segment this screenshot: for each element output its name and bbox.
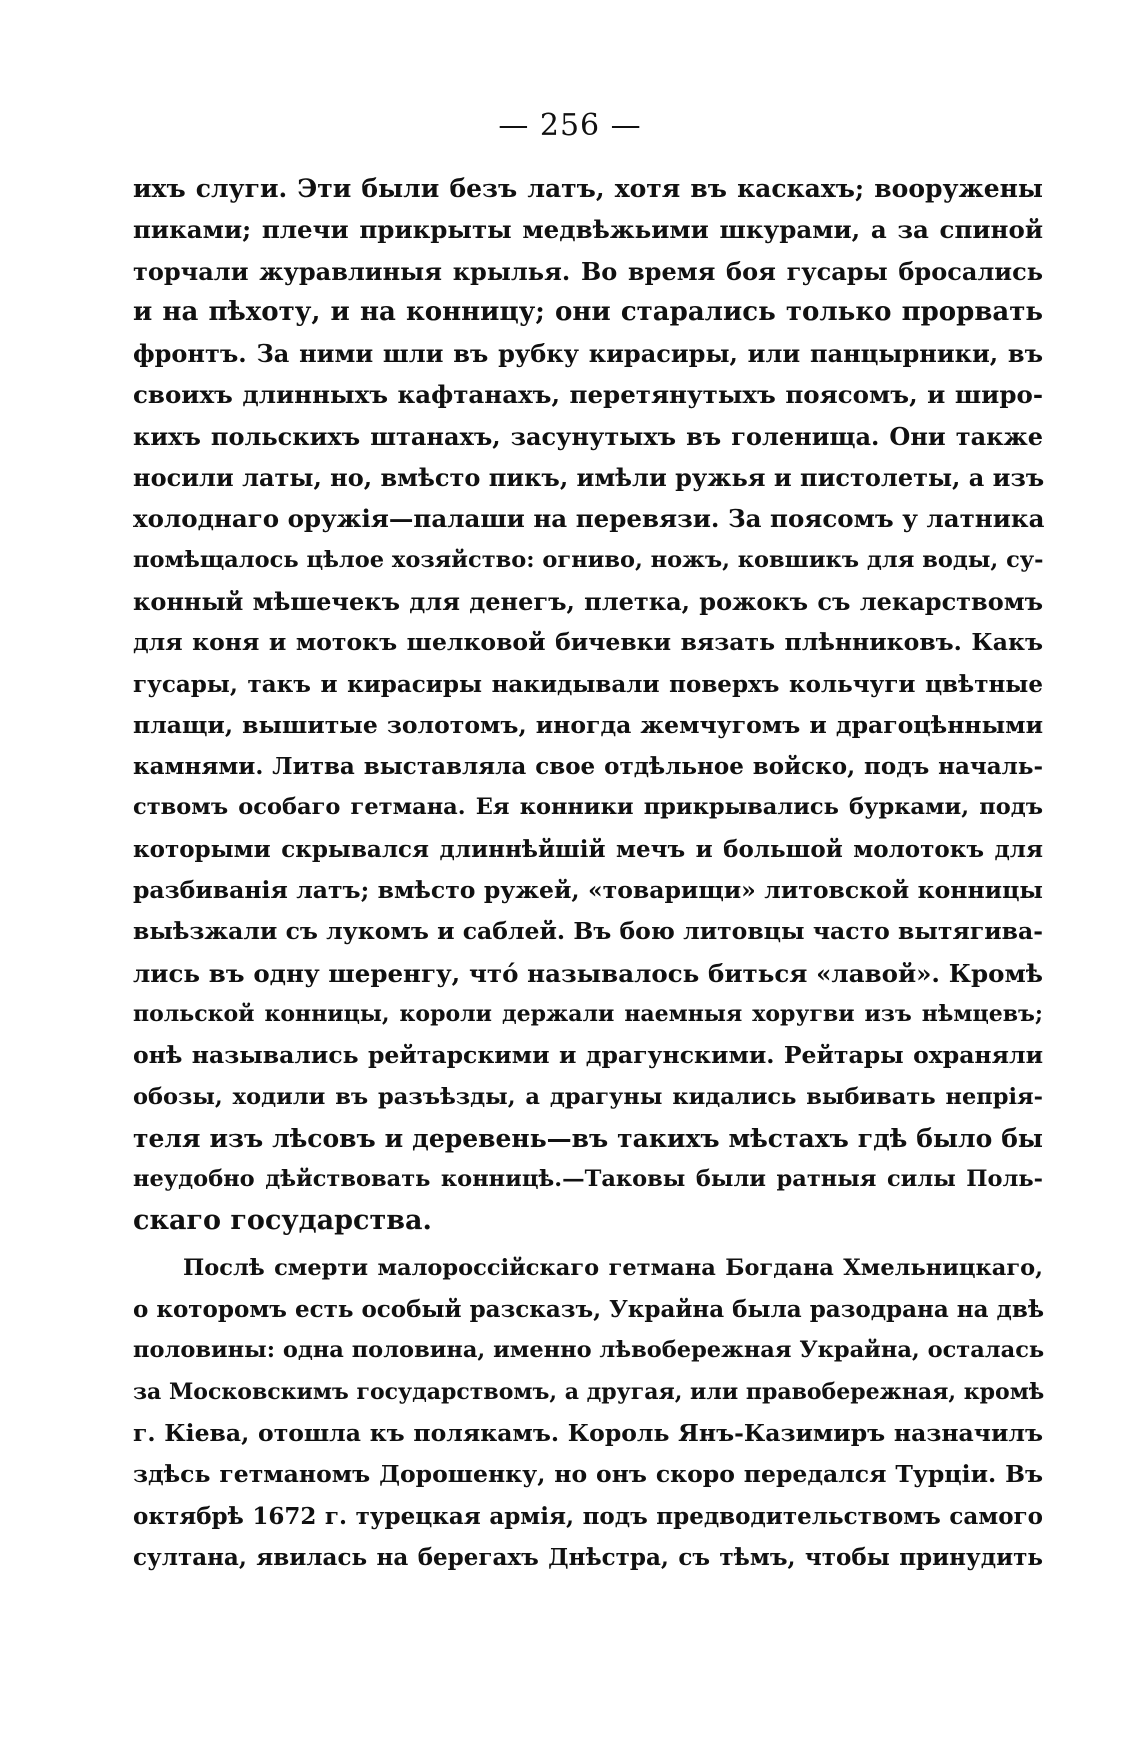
text-line: султана, явилась на берегахъ Днѣстра, съ тѣмъ, чтобы принудить bbox=[133, 1543, 1043, 1571]
text-line: неудобно дѣйствовать конницѣ.—Таковы были ратныя силы Поль- bbox=[133, 1166, 1043, 1193]
paragraph-2 bbox=[133, 1248, 1043, 1578]
text-line: торчали журавлиныя крылья. Во время боя гусары бросались bbox=[133, 256, 1043, 286]
text-line: пиками; плечи прикрыты медвѣжьими шкурами, а за спиной bbox=[133, 215, 1043, 245]
text-line: половины: одна половина, именно лѣвобережная Украйна, осталась bbox=[133, 1337, 1045, 1364]
text-line: выѣзжали съ лукомъ и саблей. Въ бою литовцы часто вытягива- bbox=[133, 917, 1043, 946]
page-number: — 256 — bbox=[498, 108, 642, 143]
text-line: своихъ длинныхъ кафтанахъ, перетянутыхъ поясомъ, и широ- bbox=[133, 380, 1043, 410]
text-line: октябрѣ 1672 г. турецкая армія, подъ предводительствомъ самого bbox=[133, 1502, 1043, 1530]
text-line: плащи, вышитые золотомъ, иногда жемчугомъ и драгоцѣнными bbox=[133, 710, 1043, 739]
text-line: фронтъ. За ними шли въ рубку кирасиры, или панцырники, въ bbox=[133, 339, 1043, 369]
text-line: здѣсь гетманомъ Дорошенку, но онъ скоро передался Турціи. Въ bbox=[133, 1460, 1043, 1489]
text-line: для коня и мотокъ шелковой бичевки вязать плѣнниковъ. Какъ bbox=[133, 628, 1043, 657]
text-line: помѣщалось цѣлое хозяйство: огниво, ножъ, ковшикъ для воды, су- bbox=[133, 546, 1044, 573]
text-line: за Московскимъ государствомъ, а другая, или правобережная, кромѣ bbox=[133, 1378, 1045, 1405]
text-line: польской конницы, короли держали наемныя хоругви изъ нѣмцевъ; bbox=[133, 1000, 1043, 1027]
text-line: холоднаго оружія—палаши на перевязи. За поясомъ у латника bbox=[133, 504, 1045, 534]
text-line: конный мѣшечекъ для денегъ, плетка, рожокъ съ лекарствомъ bbox=[133, 586, 1043, 616]
text-line: разбиванія латъ; вмѣсто ружей, «товарищи» литовской конницы bbox=[133, 876, 1043, 905]
paragraph-1 bbox=[133, 168, 1043, 1242]
text-line: гусары, такъ и кирасиры накидывали поверхъ кольчуги цвѣтные bbox=[133, 670, 1043, 698]
text-line: скаго государства. bbox=[133, 1205, 432, 1237]
text-line: кихъ польскихъ штанахъ, засунутыхъ въ голенища. Они также bbox=[133, 421, 1043, 451]
text-line: г. Кіева, отошла къ полякамъ. Король Янъ-Казимиръ назначилъ bbox=[133, 1418, 1043, 1447]
text-line: теля изъ лѣсовъ и деревень—въ такихъ мѣстахъ гдѣ было бы bbox=[133, 1123, 1043, 1153]
text-line: обозы, ходили въ разъѣзды, а драгуны кидались выбивать непрія- bbox=[133, 1083, 1043, 1110]
text-line: камнями. Литва выставляла свое отдѣльное войско, подъ началь- bbox=[133, 753, 1043, 781]
text-line: и на пѣхоту, и на конницу; они старались только прорвать bbox=[133, 296, 1043, 327]
text-line: онѣ назывались рейтарскими и драгунскими. Рейтары охраняли bbox=[133, 1041, 1043, 1070]
body-text bbox=[133, 168, 1043, 1578]
text-line: ихъ слуги. Эти были безъ латъ, хотя въ каскахъ; вооружены bbox=[133, 174, 1043, 203]
text-line: Послѣ смерти малороссійскаго гетмана Богдана Хмельницкаго, bbox=[183, 1254, 1043, 1281]
text-line: о которомъ есть особый разсказъ, Украйна была разодрана на двѣ bbox=[133, 1296, 1044, 1324]
text-line: лись въ одну шеренгу, что́ называлось биться «лавой». Кромѣ bbox=[133, 958, 1043, 988]
text-line: которыми скрывался длиннѣйшій мечъ и большой молотокъ для bbox=[133, 835, 1043, 863]
text-line: носили латы, но, вмѣсто пикъ, имѣли ружья и пистолеты, а изъ bbox=[133, 463, 1045, 493]
text-line: ствомъ особаго гетмана. Ея конники прикрывались бурками, подъ bbox=[133, 794, 1043, 821]
